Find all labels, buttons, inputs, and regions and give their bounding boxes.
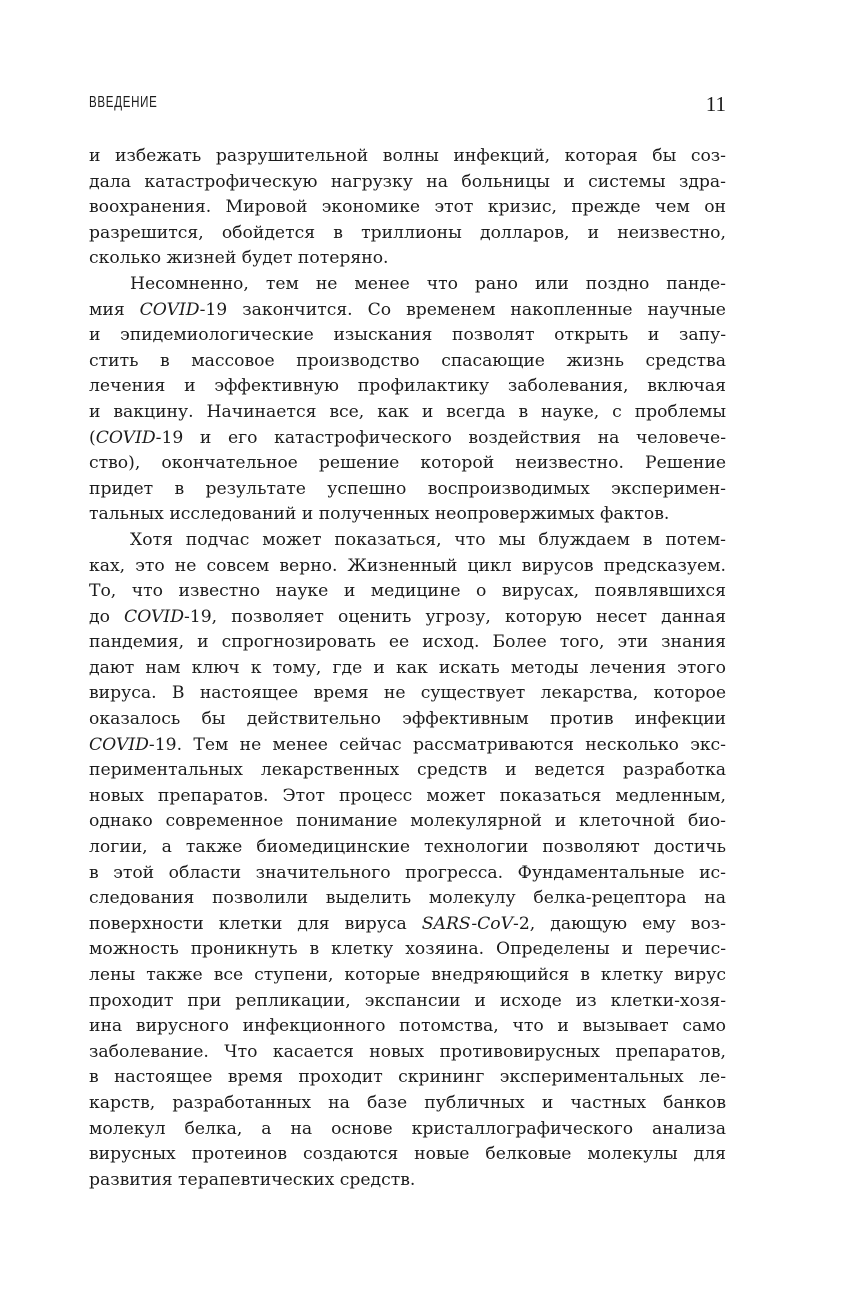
text-run: сколько жизней будет потеряно.: [89, 248, 389, 269]
body-text: [89, 144, 726, 1193]
italic-term: COVID: [89, 734, 149, 755]
text-run: проходит при репликации, экспансии и исходе из клетки-хозя-: [89, 990, 726, 1011]
text-line: [89, 221, 726, 247]
text-line: [89, 451, 726, 477]
text-run: -19, позволяет оценить угрозу, которую несет данная: [183, 606, 726, 627]
text-run: ина вирусного инфекционного потомства, что и вызывает само: [89, 1016, 726, 1037]
text-run: Хотя подчас может показаться, что мы блуждаем в потем-: [130, 529, 726, 550]
text-run: до: [89, 606, 125, 627]
text-line: [89, 835, 726, 861]
text-line: [89, 1065, 726, 1091]
text-line: [89, 1040, 726, 1066]
text-run: -19 закончится. Со временем накопленные научные: [199, 299, 726, 320]
text-run: То, что известно науке и медицине о вирусах, появлявшихся: [89, 581, 726, 602]
text-run: дала катастрофическую нагрузку на больницы и системы здра-: [89, 171, 726, 192]
text-run: можность проникнуть в клетку хозяина. Определены и перечис-: [89, 939, 726, 960]
text-line: [89, 579, 726, 605]
text-line: [89, 733, 726, 759]
text-line: [89, 937, 726, 963]
text-line: [89, 170, 726, 196]
text-run: ках, это не совсем верно. Жизненный цикл вирусов предсказуем.: [89, 555, 726, 576]
text-run: -19. Тем не менее сейчас рассматриваются несколько экс-: [148, 734, 726, 755]
text-run: -19 и его катастрофического воздействия на человече-: [155, 427, 726, 448]
text-run: ство), окончательное решение которой неизвестно. Решение: [89, 453, 726, 474]
text-line: [89, 681, 726, 707]
text-run: и вакцину. Начинается все, как и всегда в науке, с проблемы: [89, 401, 726, 422]
text-line: [89, 554, 726, 580]
text-run: и эпидемиологические изыскания позволят открыть и запу-: [89, 325, 726, 346]
text-run: в этой области значительного прогресса. Фундаментальные ис-: [89, 862, 726, 883]
italic-term: COVID: [139, 299, 200, 320]
text-run: и избежать разрушительной волны инфекций, которая бы соз-: [89, 146, 726, 166]
text-line: [89, 1142, 726, 1168]
text-line: [89, 246, 726, 272]
text-run: вируса. В настоящее время не существует лекарства, которое: [89, 683, 726, 704]
text-line: [89, 502, 726, 528]
text-line: [89, 528, 726, 554]
text-line: [89, 605, 726, 631]
text-run: в настоящее время проходит скрининг экспериментальных ле-: [89, 1067, 726, 1088]
text-line: [89, 1117, 726, 1143]
text-line: [89, 374, 726, 400]
text-line: [89, 630, 726, 656]
text-line: [89, 349, 726, 375]
paragraph: [89, 144, 726, 272]
text-run: поверхности клетки для вируса: [89, 913, 422, 934]
text-line: [89, 195, 726, 221]
text-run: тальных исследований и полученных неопровержимых фактов.: [89, 504, 670, 525]
paragraph: [89, 272, 726, 528]
text-line: [89, 656, 726, 682]
page-number: 11: [705, 92, 726, 116]
text-run: пандемия, и спрогнозировать ее исход. Более того, эти знания: [89, 632, 726, 653]
text-line: [89, 477, 726, 503]
text-line: [89, 426, 726, 452]
text-run: -2, дающую ему воз-: [513, 913, 726, 934]
text-run: воохранения. Мировой экономике этот кризис, прежде чем он: [89, 197, 726, 218]
text-run: развития терапевтических средств.: [89, 1169, 416, 1190]
text-line: [89, 1168, 726, 1194]
text-run: логии, а также биомедицинские технологии позволяют достичь: [89, 837, 726, 858]
text-run: периментальных лекарственных средств и ведется разработка: [89, 760, 726, 781]
text-line: [89, 886, 726, 912]
text-run: оказалось бы действительно эффективным против инфекции: [89, 709, 726, 730]
text-line: [89, 912, 726, 938]
text-run: (: [89, 427, 96, 448]
text-line: [89, 323, 726, 349]
paragraph: [89, 528, 726, 1193]
italic-term: SARS-CoV: [421, 913, 514, 934]
text-line: [89, 963, 726, 989]
text-run: мия: [89, 299, 140, 320]
text-line: [89, 758, 726, 784]
text-run: молекул белка, а на основе кристаллографического анализа: [89, 1118, 726, 1139]
text-line: [89, 144, 726, 170]
running-header-section-title: ВВЕДЕНИЕ: [89, 94, 158, 111]
text-line: [89, 298, 726, 324]
text-run: придет в результате успешно воспроизводимых эксперимен-: [89, 478, 726, 499]
text-run: новых препаратов. Этот процесс может показаться медленным,: [89, 785, 726, 806]
italic-term: COVID: [95, 427, 156, 448]
text-run: следования позволили выделить молекулу белка-рецептора на: [89, 888, 726, 909]
text-line: [89, 400, 726, 426]
text-line: [89, 784, 726, 810]
text-line: [89, 809, 726, 835]
text-run: вирусных протеинов создаются новые белковые молекулы для: [89, 1144, 726, 1165]
text-run: дают нам ключ к тому, где и как искать методы лечения этого: [89, 657, 726, 678]
text-run: лены также все ступени, которые внедряющийся в клетку вирус: [89, 965, 726, 985]
text-run: лечения и эффективную профилактику заболевания, включая: [89, 376, 726, 397]
text-run: разрешится, обойдется в триллионы долларов, и неизвестно,: [89, 222, 726, 243]
text-run: однако современное понимание молекулярной и клеточной био-: [89, 811, 726, 832]
text-run: карств, разработанных на базе публичных и частных банков: [89, 1092, 726, 1113]
text-line: [89, 707, 726, 733]
italic-term: COVID: [124, 606, 184, 627]
text-line: [89, 1014, 726, 1040]
text-run: Несомненно, тем не менее что рано или поздно панде-: [130, 273, 726, 294]
text-line: [89, 861, 726, 887]
text-line: [89, 272, 726, 298]
text-run: заболевание. Что касается новых противовирусных препаратов,: [89, 1041, 726, 1062]
text-line: [89, 989, 726, 1015]
text-line: [89, 1091, 726, 1117]
text-run: стить в массовое производство спасающие жизнь средства: [89, 350, 726, 371]
